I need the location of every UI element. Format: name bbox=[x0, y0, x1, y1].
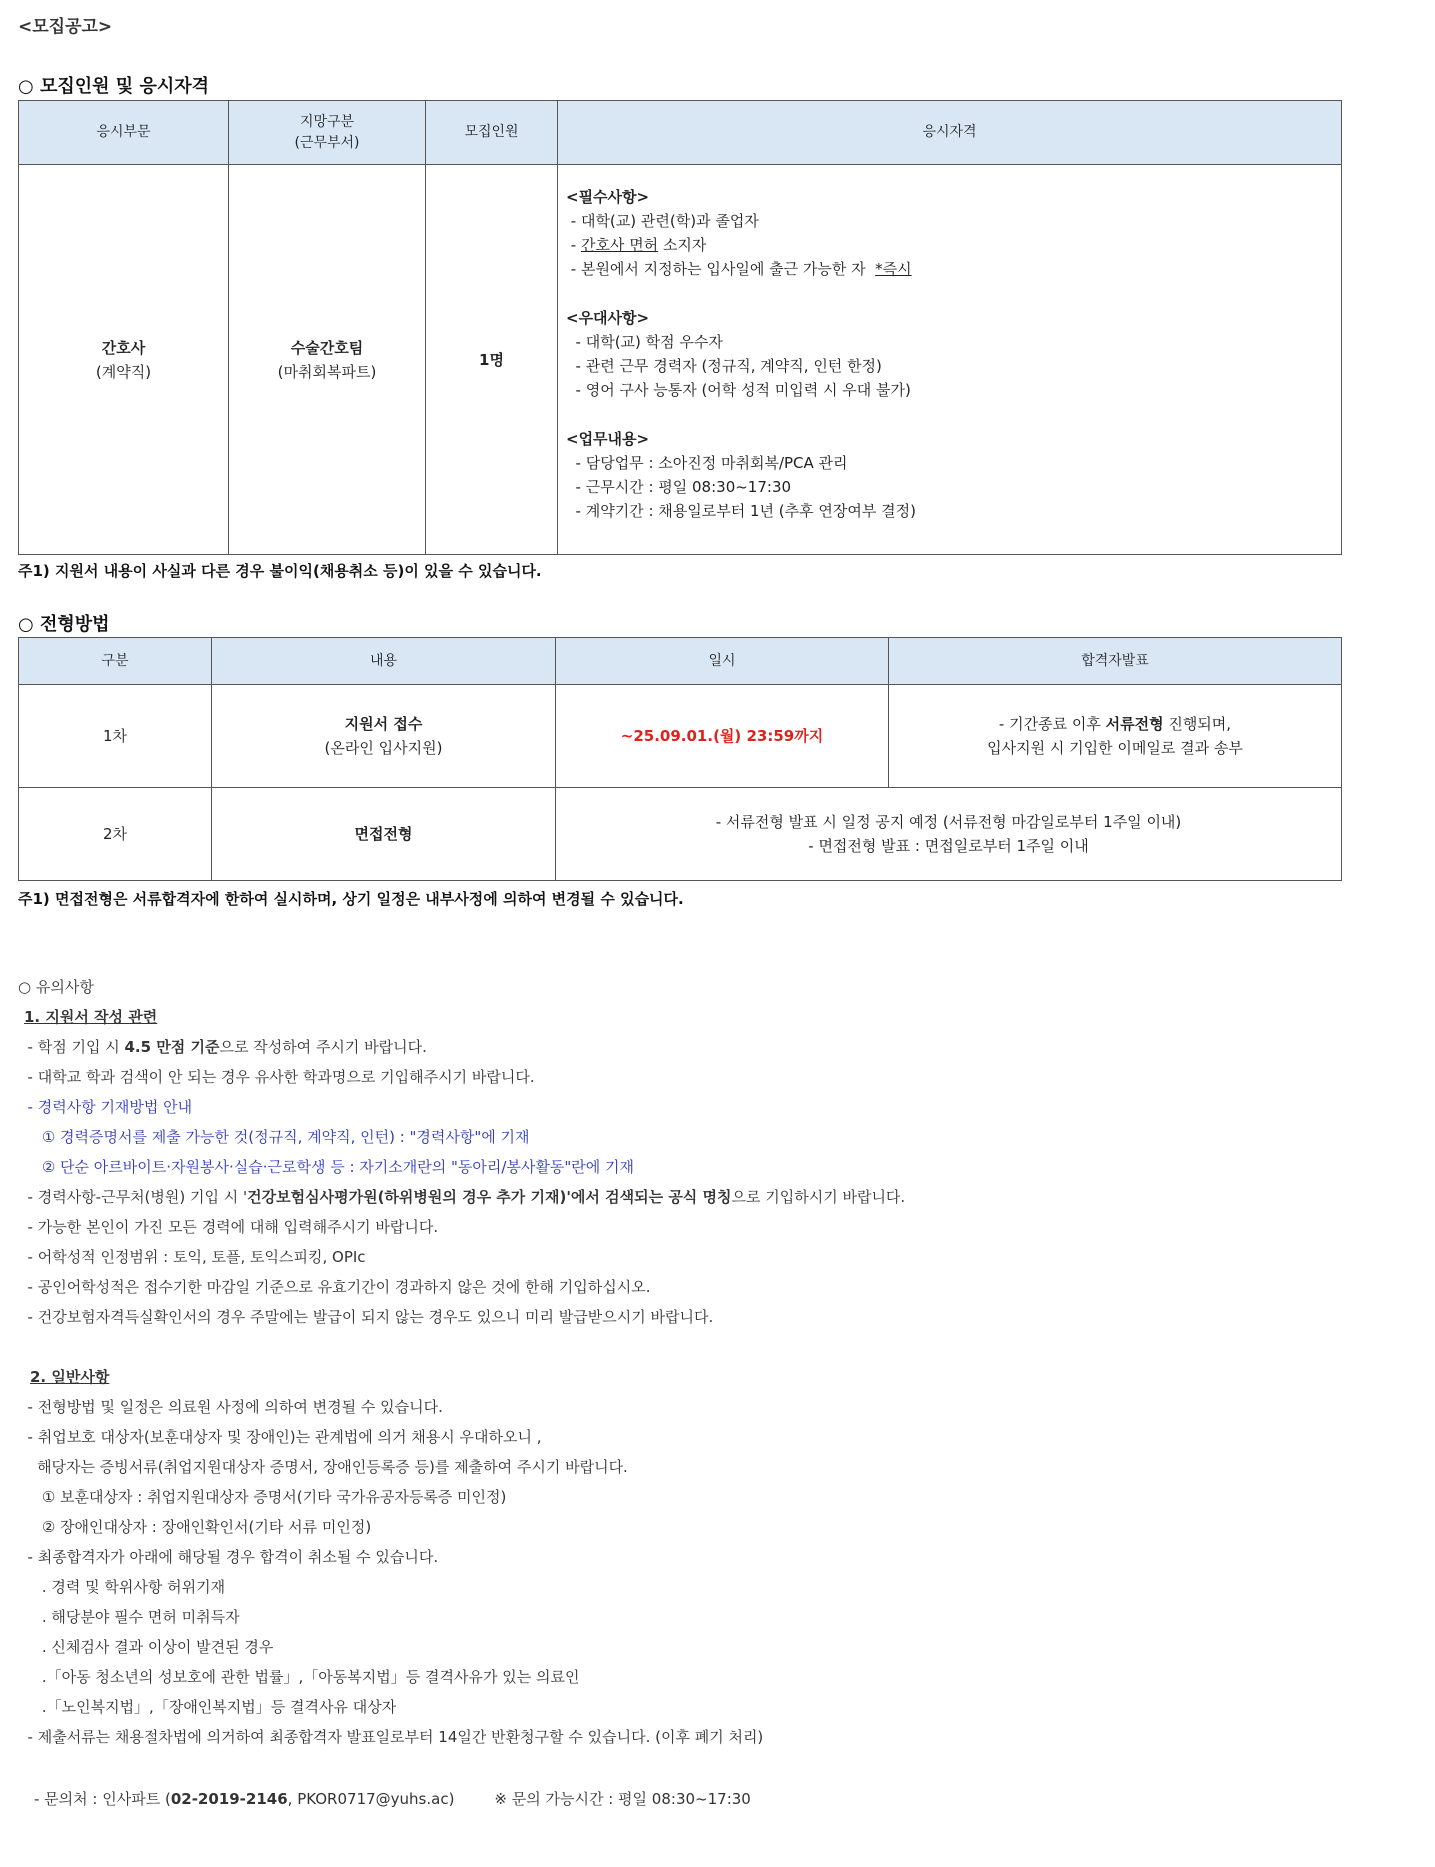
selection-note: 주1) 면접전형은 서류합격자에 한하여 실시하며, 상기 일정은 내부사정에 의하여 변경될 수 있습니다. bbox=[18, 890, 684, 908]
caution-l6-c: 으로 기입하시기 바랍니다. bbox=[731, 1188, 906, 1206]
caution-heading: ○ 유의사항 bbox=[18, 978, 94, 996]
caution-l4: ① 경력증명서를 제출 가능한 것(정규직, 계약직, 인턴) : "경력사항"에 기재 bbox=[18, 1128, 530, 1146]
content-2: 면접전형 bbox=[212, 788, 556, 881]
header-stage: 구분 bbox=[19, 638, 212, 685]
general-g8: . 해당분야 필수 면허 미취득자 bbox=[18, 1608, 240, 1626]
caution-l3: - 경력사항 기재방법 안내 bbox=[18, 1098, 193, 1116]
header-result: 합격자발표 bbox=[889, 638, 1342, 685]
recruitment-header-row bbox=[19, 101, 1342, 165]
general-g12: - 제출서류는 채용절차법에 의거하여 최종합격자 발표일로부터 14일간 반환청구할 수 있습니다. (이후 폐기 처리) bbox=[18, 1728, 764, 1746]
work-item-2: - 근무시간 : 평일 08:30~17:30 bbox=[566, 478, 792, 496]
interview-info-1: - 서류전형 발표 시 일정 공지 예정 (서류전형 마감일로부터 1주일 이내) bbox=[715, 813, 1182, 831]
caution-l1-c: 으로 작성하여 주시기 바랍니다. bbox=[219, 1038, 427, 1056]
content-1-sub: (온라인 입사지원) bbox=[324, 739, 443, 757]
req-item-2-license: 간호사 면허 bbox=[580, 236, 659, 254]
header-content: 내용 bbox=[212, 638, 556, 685]
selection-header-row bbox=[19, 638, 1342, 685]
req-item-2 bbox=[566, 233, 1341, 257]
general-g4: ① 보훈대상자 : 취업지원대상자 증명서(기타 국가유공자등록증 미인정) bbox=[18, 1488, 507, 1506]
selection-table bbox=[18, 637, 1342, 881]
content-1 bbox=[212, 685, 556, 788]
header-unit-line2: (근무부서) bbox=[294, 134, 360, 151]
result-1 bbox=[889, 685, 1342, 788]
pref-title: <우대사항> bbox=[566, 309, 650, 327]
recruitment-row bbox=[19, 165, 1342, 555]
dept-main: 간호사 bbox=[101, 338, 146, 357]
caution-l1 bbox=[18, 1032, 1318, 1062]
contact-phone: 02-2019-2146 bbox=[170, 1790, 288, 1808]
general-g1: - 전형방법 및 일정은 의료원 사정에 의하여 변경될 수 있습니다. bbox=[18, 1398, 443, 1416]
req-item-2-suffix: 소지자 bbox=[658, 236, 707, 254]
stage-1: 1차 bbox=[19, 685, 212, 788]
cell-count: 1명 bbox=[426, 165, 558, 555]
cell-qualifications bbox=[558, 165, 1342, 555]
interview-info bbox=[556, 788, 1342, 881]
result-1-line1 bbox=[890, 712, 1340, 736]
general-g6: - 최종합격자가 아래에 해당될 경우 합격이 취소될 수 있습니다. bbox=[18, 1548, 439, 1566]
caution-l1-b: 4.5 만점 기준 bbox=[124, 1038, 220, 1056]
header-dept: 응시부문 bbox=[19, 101, 229, 165]
general-g9: . 신체검사 결과 이상이 발견된 경우 bbox=[18, 1638, 274, 1656]
cell-dept bbox=[19, 165, 229, 555]
cell-unit bbox=[229, 165, 426, 555]
stage-2: 2차 bbox=[19, 788, 212, 881]
header-unit bbox=[229, 101, 426, 165]
general-g2: - 취업보호 대상자(보훈대상자 및 장애인)는 관계법에 의거 채용시 우대하오니 , bbox=[18, 1428, 542, 1446]
contact-email: , PKOR0717@yuhs.ac) bbox=[287, 1790, 455, 1808]
recruitment-note: 주1) 지원서 내용이 사실과 다른 경우 불이익(채용취소 등)이 있을 수 있습니다. bbox=[18, 562, 542, 580]
dept-sub: (계약직) bbox=[95, 362, 152, 381]
application-deadline: ~25.09.01.(월) 23:59까지 bbox=[556, 685, 889, 788]
general-g5: ② 장애인대상자 : 장애인확인서(기타 서류 미인정) bbox=[18, 1518, 372, 1536]
caution-l6-b: 건강보험심사평가원(하위병원의 경우 추가 기재)'에서 검색되는 공식 명칭 bbox=[247, 1188, 732, 1206]
recruitment-table bbox=[18, 100, 1342, 555]
pref-item-1: - 대학(교) 학점 우수자 bbox=[566, 333, 723, 351]
result-1-line1-c: 진행되며, bbox=[1163, 715, 1232, 733]
header-unit-line1: 지망구분 bbox=[299, 113, 355, 130]
caution-l10: - 건강보험자격득실확인서의 경우 주말에는 발급이 되지 않는 경우도 있으니 미리 발급받으시기 바랍니다. bbox=[18, 1308, 714, 1326]
caution-l1-a: - 학점 기입 시 bbox=[18, 1038, 125, 1056]
caution-l8: - 어학성적 인정범위 : 토익, 토플, 토익스피킹, OPIc bbox=[18, 1248, 366, 1266]
unit-sub: (마취회복파트) bbox=[277, 362, 377, 381]
req-item-2-prefix: - bbox=[566, 236, 581, 254]
contact-hours: ※ 문의 가능시간 : 평일 08:30~17:30 bbox=[494, 1790, 751, 1808]
contact-info bbox=[34, 1788, 751, 1809]
general-g11: .「노인복지법」,「장애인복지법」등 결격사유 대상자 bbox=[18, 1698, 397, 1716]
caution-l6-a: - 경력사항-근무처(병원) 기입 시 ' bbox=[18, 1188, 248, 1206]
contact-prefix: - 문의처 : 인사파트 ( bbox=[34, 1790, 171, 1808]
req-item-3-immediate: *즉시 bbox=[875, 260, 912, 278]
unit-main: 수술간호팀 bbox=[290, 338, 364, 357]
work-item-1: - 담당업무 : 소아진정 마취회복/PCA 관리 bbox=[566, 454, 848, 472]
caution-l2: - 대학교 학과 검색이 안 되는 경우 유사한 학과명으로 기입해주시기 바랍니다. bbox=[18, 1068, 535, 1086]
header-count: 모집인원 bbox=[426, 101, 558, 165]
selection-row-1 bbox=[19, 685, 1342, 788]
result-1-line1-b: 서류전형 bbox=[1105, 715, 1164, 733]
pref-item-3: - 영어 구사 능통자 (어학 성적 미입력 시 우대 불가) bbox=[566, 381, 911, 399]
content-1-main: 지원서 접수 bbox=[344, 715, 423, 733]
pref-item-2: - 관련 근무 경력자 (정규직, 계약직, 인턴 한정) bbox=[566, 357, 882, 375]
general-g3: 해당자는 증빙서류(취업지원대상자 증명서, 장애인등록증 등)를 제출하여 주시기 바랍니다. bbox=[18, 1458, 628, 1476]
section-selection-heading: ○ 전형방법 bbox=[18, 614, 110, 635]
result-1-line1-a: - 기간종료 이후 bbox=[998, 715, 1106, 733]
req-item-3-text: - 본원에서 지정하는 입사일에 출근 가능한 자 bbox=[566, 260, 876, 278]
work-title: <업무내용> bbox=[566, 430, 650, 448]
caution-l5: ② 단순 아르바이트·자원봉사·실습·근로학생 등 : 자기소개란의 "동아리/봉사활동"란에 기재 bbox=[18, 1158, 635, 1176]
section-recruitment-heading: ○ 모집인원 및 응시자격 bbox=[18, 76, 209, 97]
req-item-3 bbox=[566, 257, 1341, 281]
general-g7: . 경력 및 학위사항 허위기재 bbox=[18, 1578, 226, 1596]
header-qual: 응시자격 bbox=[558, 101, 1342, 165]
caution-l7: - 가능한 본인이 가진 모든 경력에 대해 입력해주시기 바랍니다. bbox=[18, 1218, 439, 1236]
result-1-line2: 입사지원 시 기입한 이메일로 결과 송부 bbox=[987, 739, 1243, 757]
caution-section bbox=[18, 972, 1318, 1752]
notice-title: <모집공고> bbox=[18, 17, 113, 37]
caution-sub2: 2. 일반사항 bbox=[30, 1368, 110, 1386]
req-title: <필수사항> bbox=[566, 188, 650, 206]
caution-sub1: 1. 지원서 작성 관련 bbox=[24, 1008, 158, 1026]
general-g10: .「아동 청소년의 성보호에 관한 법률」,「아동복지법」등 결격사유가 있는 의료인 bbox=[18, 1668, 580, 1686]
caution-l6 bbox=[18, 1182, 1318, 1212]
selection-row-2 bbox=[19, 788, 1342, 881]
interview-info-2: - 면접전형 발표 : 면접일로부터 1주일 이내 bbox=[808, 837, 1089, 855]
caution-l9: - 공인어학성적은 접수기한 마감일 기준으로 유효기간이 경과하지 않은 것에 한해 기입하십시오. bbox=[18, 1278, 651, 1296]
work-item-3: - 계약기간 : 채용일로부터 1년 (추후 연장여부 결정) bbox=[566, 502, 916, 520]
header-date: 일시 bbox=[556, 638, 889, 685]
req-item-1: - 대학(교) 관련(학)과 졸업자 bbox=[566, 212, 759, 230]
